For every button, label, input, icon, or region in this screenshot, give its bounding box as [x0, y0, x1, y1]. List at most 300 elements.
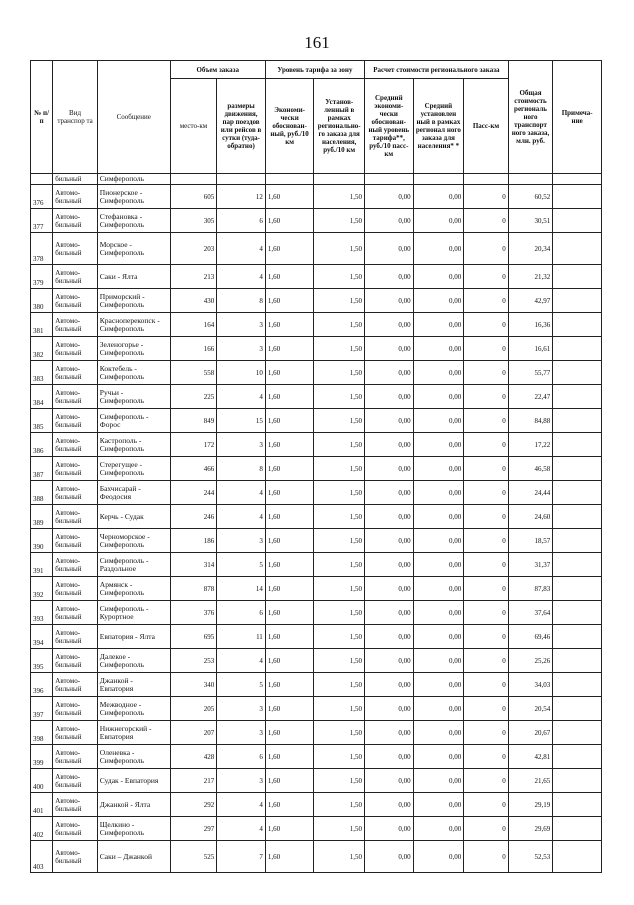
cell-econ-tariff: 1,60	[265, 337, 314, 361]
cell-soob: Далекое - Симферополь	[97, 649, 170, 673]
cell-note	[553, 529, 602, 553]
cell-mesto-km: 558	[170, 361, 217, 385]
cell-vid: Автомо- бильный	[53, 721, 98, 745]
cell-avg-econ: 0,00	[365, 577, 414, 601]
cell-soob: Симферополь	[97, 174, 170, 185]
cell-mesto-km: 466	[170, 457, 217, 481]
cell-soob: Симферополь - Форос	[97, 409, 170, 433]
cell-soob: Оленевка - Симферополь	[97, 745, 170, 769]
cell-avg-set: 0,00	[413, 313, 464, 337]
cell-avg-econ: 0,00	[365, 625, 414, 649]
cell-set-tariff: 1,50	[314, 697, 365, 721]
cell-mesto-km: 225	[170, 385, 217, 409]
cell-num: 385	[31, 409, 53, 433]
cell-set-tariff: 1,50	[314, 601, 365, 625]
header-ustan: Установ- ленный в рамках регионально- го заказа для населения, руб./10 км	[314, 79, 365, 174]
cell-vid: Автомо- бильный	[53, 289, 98, 313]
cell-note	[553, 553, 602, 577]
cell-mesto-km: 246	[170, 505, 217, 529]
table-row	[31, 289, 602, 313]
cell-note	[553, 265, 602, 289]
cell-set-tariff: 1,50	[314, 457, 365, 481]
cell-set-tariff: 1,50	[314, 385, 365, 409]
cell-total: 17,22	[508, 433, 553, 457]
table-row	[31, 553, 602, 577]
cell-vid: Автомо- бильный	[53, 553, 98, 577]
cell-econ-tariff: 1,60	[265, 673, 314, 697]
cell-econ-tariff: 1,60	[265, 697, 314, 721]
cell-vid: Автомо- бильный	[53, 817, 98, 841]
header-vid: Вид транспор та	[53, 61, 98, 174]
cell-set-tariff: 1,50	[314, 553, 365, 577]
cell-econ-tariff: 1,60	[265, 313, 314, 337]
page-number: 161	[304, 33, 330, 52]
cell-set-tariff: 1,50	[314, 337, 365, 361]
cell-soob: Саки – Джанкой	[97, 841, 170, 873]
cell-empty	[170, 174, 217, 185]
cell-econ-tariff: 1,60	[265, 601, 314, 625]
cell-vid: Автомо- бильный	[53, 601, 98, 625]
cell-trips: 5	[217, 673, 266, 697]
cell-pass-km: 0	[464, 385, 509, 409]
cell-vid: бильный	[53, 174, 98, 185]
cell-total: 24,60	[508, 505, 553, 529]
cell-econ-tariff: 1,60	[265, 529, 314, 553]
cell-mesto-km: 292	[170, 793, 217, 817]
cell-num: 398	[31, 721, 53, 745]
cell-avg-econ: 0,00	[365, 601, 414, 625]
table-row	[31, 769, 602, 793]
cell-mesto-km: 376	[170, 601, 217, 625]
cell-pass-km: 0	[464, 577, 509, 601]
cell-total: 52,53	[508, 841, 553, 873]
cell-note	[553, 409, 602, 433]
cell-note	[553, 289, 602, 313]
cell-avg-econ: 0,00	[365, 337, 414, 361]
cell-avg-set: 0,00	[413, 209, 464, 233]
cell-soob: Саки - Ялта	[97, 265, 170, 289]
cell-num: 391	[31, 553, 53, 577]
cell-mesto-km: 205	[170, 697, 217, 721]
cell-vid: Автомо- бильный	[53, 385, 98, 409]
cell-pass-km: 0	[464, 817, 509, 841]
cell-num	[31, 174, 53, 185]
table-row	[31, 841, 602, 873]
cell-avg-set: 0,00	[413, 745, 464, 769]
cell-vid: Автомо- бильный	[53, 313, 98, 337]
cell-trips: 15	[217, 409, 266, 433]
cell-set-tariff: 1,50	[314, 505, 365, 529]
cell-vid: Автомо- бильный	[53, 577, 98, 601]
cell-mesto-km: 253	[170, 649, 217, 673]
cell-set-tariff: 1,50	[314, 793, 365, 817]
cell-vid: Автомо- бильный	[53, 457, 98, 481]
cell-mesto-km: 340	[170, 673, 217, 697]
cell-econ-tariff: 1,60	[265, 385, 314, 409]
table-row	[31, 649, 602, 673]
cell-mesto-km: 314	[170, 553, 217, 577]
cell-trips: 6	[217, 209, 266, 233]
cell-soob: Ручьи - Симферополь	[97, 385, 170, 409]
cell-econ-tariff: 1,60	[265, 817, 314, 841]
cell-avg-econ: 0,00	[365, 361, 414, 385]
cell-num: 396	[31, 673, 53, 697]
cell-vid: Автомо- бильный	[53, 433, 98, 457]
cell-econ-tariff: 1,60	[265, 769, 314, 793]
cell-avg-set: 0,00	[413, 625, 464, 649]
cell-econ-tariff: 1,60	[265, 721, 314, 745]
cell-pass-km: 0	[464, 233, 509, 265]
cell-avg-set: 0,00	[413, 233, 464, 265]
cell-pass-km: 0	[464, 649, 509, 673]
cell-mesto-km: 297	[170, 817, 217, 841]
cell-note	[553, 361, 602, 385]
cell-avg-set: 0,00	[413, 673, 464, 697]
cell-trips: 3	[217, 529, 266, 553]
cell-total: 30,51	[508, 209, 553, 233]
cell-pass-km: 0	[464, 185, 509, 209]
cell-set-tariff: 1,50	[314, 577, 365, 601]
cell-note	[553, 385, 602, 409]
cell-soob: Нижнегорский - Евпатория	[97, 721, 170, 745]
cell-avg-econ: 0,00	[365, 649, 414, 673]
table-header	[31, 61, 602, 174]
table-row	[31, 457, 602, 481]
cell-vid: Автомо- бильный	[53, 481, 98, 505]
cell-soob: Армянск - Симферополь	[97, 577, 170, 601]
cell-num: 389	[31, 505, 53, 529]
cell-note	[553, 721, 602, 745]
continuation-row	[31, 174, 602, 185]
cell-avg-econ: 0,00	[365, 233, 414, 265]
table-row	[31, 361, 602, 385]
cell-set-tariff: 1,50	[314, 745, 365, 769]
cell-trips: 11	[217, 625, 266, 649]
cell-avg-econ: 0,00	[365, 289, 414, 313]
table-row	[31, 505, 602, 529]
cell-trips: 3	[217, 313, 266, 337]
cell-trips: 3	[217, 337, 266, 361]
cell-avg-set: 0,00	[413, 601, 464, 625]
cell-total: 34,03	[508, 673, 553, 697]
table-row	[31, 745, 602, 769]
cell-num: 381	[31, 313, 53, 337]
table-row	[31, 673, 602, 697]
cell-num: 403	[31, 841, 53, 873]
cell-total: 20,34	[508, 233, 553, 265]
cell-num: 394	[31, 625, 53, 649]
table-row	[31, 385, 602, 409]
cell-soob: Симферополь - Курортное	[97, 601, 170, 625]
cell-mesto-km: 695	[170, 625, 217, 649]
cell-vid: Автомо- бильный	[53, 529, 98, 553]
cell-avg-set: 0,00	[413, 697, 464, 721]
cell-avg-econ: 0,00	[365, 841, 414, 873]
cell-num: 379	[31, 265, 53, 289]
header-num: № п/п	[31, 61, 53, 174]
table-row	[31, 265, 602, 289]
cell-avg-set: 0,00	[413, 649, 464, 673]
cell-note	[553, 673, 602, 697]
cell-note	[553, 457, 602, 481]
cell-pass-km: 0	[464, 433, 509, 457]
cell-empty	[265, 174, 314, 185]
cell-trips: 10	[217, 361, 266, 385]
cell-avg-econ: 0,00	[365, 505, 414, 529]
cell-total: 16,61	[508, 337, 553, 361]
cell-empty	[365, 174, 414, 185]
cell-econ-tariff: 1,60	[265, 265, 314, 289]
cell-vid: Автомо- бильный	[53, 841, 98, 873]
cell-note	[553, 817, 602, 841]
cell-mesto-km: 428	[170, 745, 217, 769]
cell-soob: Судак - Евпатория	[97, 769, 170, 793]
cell-note	[553, 433, 602, 457]
table-row	[31, 529, 602, 553]
cell-soob: Коктебель - Симферополь	[97, 361, 170, 385]
cell-econ-tariff: 1,60	[265, 361, 314, 385]
table-row	[31, 233, 602, 265]
cell-trips: 4	[217, 233, 266, 265]
cell-pass-km: 0	[464, 769, 509, 793]
cell-pass-km: 0	[464, 745, 509, 769]
cell-total: 69,46	[508, 625, 553, 649]
cell-avg-set: 0,00	[413, 529, 464, 553]
cell-set-tariff: 1,50	[314, 673, 365, 697]
cell-econ-tariff: 1,60	[265, 841, 314, 873]
cell-set-tariff: 1,50	[314, 529, 365, 553]
cell-avg-set: 0,00	[413, 721, 464, 745]
cell-soob: Джанкой - Ялта	[97, 793, 170, 817]
cell-econ-tariff: 1,60	[265, 409, 314, 433]
cell-avg-set: 0,00	[413, 793, 464, 817]
header-uroven: Уровень тарифа за зону	[265, 61, 364, 79]
cell-soob: Межводное - Симферополь	[97, 697, 170, 721]
cell-trips: 3	[217, 697, 266, 721]
cell-total: 29,69	[508, 817, 553, 841]
cell-vid: Автомо- бильный	[53, 649, 98, 673]
cell-note	[553, 185, 602, 209]
cell-pass-km: 0	[464, 625, 509, 649]
cell-pass-km: 0	[464, 209, 509, 233]
cell-trips: 14	[217, 577, 266, 601]
cell-empty	[314, 174, 365, 185]
cell-trips: 3	[217, 721, 266, 745]
cell-total: 29,19	[508, 793, 553, 817]
table-body	[31, 174, 602, 873]
cell-econ-tariff: 1,60	[265, 209, 314, 233]
cell-mesto-km: 186	[170, 529, 217, 553]
cell-note	[553, 625, 602, 649]
cell-avg-set: 0,00	[413, 841, 464, 873]
cell-num: 376	[31, 185, 53, 209]
cell-set-tariff: 1,50	[314, 817, 365, 841]
cell-trips: 3	[217, 433, 266, 457]
cell-set-tariff: 1,50	[314, 433, 365, 457]
cell-avg-set: 0,00	[413, 265, 464, 289]
cell-avg-set: 0,00	[413, 385, 464, 409]
cell-pass-km: 0	[464, 553, 509, 577]
cell-soob: Пионерское - Симферополь	[97, 185, 170, 209]
header-mesto: место-км	[170, 79, 217, 174]
cell-total: 25,26	[508, 649, 553, 673]
cell-vid: Автомо- бильный	[53, 625, 98, 649]
cell-note	[553, 313, 602, 337]
cell-econ-tariff: 1,60	[265, 457, 314, 481]
cell-soob: Зеленогорье - Симферополь	[97, 337, 170, 361]
cell-trips: 7	[217, 841, 266, 873]
cell-soob: Симферополь - Раздольное	[97, 553, 170, 577]
cell-vid: Автомо- бильный	[53, 185, 98, 209]
cell-note	[553, 505, 602, 529]
cell-num: 387	[31, 457, 53, 481]
cell-total: 21,32	[508, 265, 553, 289]
table-row	[31, 481, 602, 505]
cell-econ-tariff: 1,60	[265, 505, 314, 529]
header-pass: Пасс-км	[464, 79, 509, 174]
cell-trips: 8	[217, 289, 266, 313]
cell-total: 20,67	[508, 721, 553, 745]
cell-avg-set: 0,00	[413, 481, 464, 505]
cell-econ-tariff: 1,60	[265, 745, 314, 769]
cell-set-tariff: 1,50	[314, 361, 365, 385]
cell-set-tariff: 1,50	[314, 233, 365, 265]
cell-total: 42,81	[508, 745, 553, 769]
cell-econ-tariff: 1,60	[265, 553, 314, 577]
cell-mesto-km: 172	[170, 433, 217, 457]
cell-soob: Щелкино - Симферополь	[97, 817, 170, 841]
cell-avg-set: 0,00	[413, 433, 464, 457]
cell-soob: Кастрополь - Симферополь	[97, 433, 170, 457]
cell-avg-econ: 0,00	[365, 745, 414, 769]
cell-num: 388	[31, 481, 53, 505]
cell-total: 55,77	[508, 361, 553, 385]
cell-trips: 12	[217, 185, 266, 209]
cell-soob: Бахчисарай - Феодосия	[97, 481, 170, 505]
cell-avg-econ: 0,00	[365, 721, 414, 745]
cell-vid: Автомо- бильный	[53, 697, 98, 721]
header-econ: Экономи- чески обоснован- ный, руб./10 км	[265, 79, 314, 174]
table-row	[31, 601, 602, 625]
cell-econ-tariff: 1,60	[265, 481, 314, 505]
cell-avg-econ: 0,00	[365, 313, 414, 337]
cell-avg-set: 0,00	[413, 553, 464, 577]
cell-avg-set: 0,00	[413, 337, 464, 361]
cell-set-tariff: 1,50	[314, 625, 365, 649]
cell-note	[553, 697, 602, 721]
cell-mesto-km: 203	[170, 233, 217, 265]
header-sred-econ: Средний экономи- чески обоснован- ный уровень тарифа**, руб./10 пасс-км	[365, 79, 414, 174]
cell-total: 42,97	[508, 289, 553, 313]
cell-total: 21,65	[508, 769, 553, 793]
cell-avg-set: 0,00	[413, 577, 464, 601]
cell-set-tariff: 1,50	[314, 409, 365, 433]
cell-empty	[217, 174, 266, 185]
table-row	[31, 185, 602, 209]
cell-vid: Автомо- бильный	[53, 265, 98, 289]
cell-num: 378	[31, 233, 53, 265]
cell-num: 399	[31, 745, 53, 769]
cell-empty	[508, 174, 553, 185]
cell-set-tariff: 1,50	[314, 649, 365, 673]
cell-num: 402	[31, 817, 53, 841]
cell-num: 395	[31, 649, 53, 673]
cell-trips: 5	[217, 553, 266, 577]
cell-trips: 6	[217, 601, 266, 625]
cell-vid: Автомо- бильный	[53, 745, 98, 769]
cell-empty	[553, 174, 602, 185]
cell-note	[553, 649, 602, 673]
cell-avg-set: 0,00	[413, 505, 464, 529]
cell-total: 46,58	[508, 457, 553, 481]
cell-total: 37,64	[508, 601, 553, 625]
table-row	[31, 337, 602, 361]
cell-total: 16,36	[508, 313, 553, 337]
cell-vid: Автомо- бильный	[53, 769, 98, 793]
cell-mesto-km: 525	[170, 841, 217, 873]
cell-trips: 4	[217, 817, 266, 841]
cell-vid: Автомо- бильный	[53, 361, 98, 385]
cell-avg-econ: 0,00	[365, 529, 414, 553]
cell-soob: Морское - Симферополь	[97, 233, 170, 265]
cell-empty	[413, 174, 464, 185]
header-soob: Сообщение	[97, 61, 170, 174]
header-prim: Примеча- ние	[553, 61, 602, 174]
cell-avg-set: 0,00	[413, 361, 464, 385]
cell-pass-km: 0	[464, 313, 509, 337]
cell-econ-tariff: 1,60	[265, 625, 314, 649]
cell-pass-km: 0	[464, 481, 509, 505]
cell-set-tariff: 1,50	[314, 185, 365, 209]
cell-set-tariff: 1,50	[314, 289, 365, 313]
cell-mesto-km: 878	[170, 577, 217, 601]
cell-avg-set: 0,00	[413, 457, 464, 481]
cell-total: 22,47	[508, 385, 553, 409]
cell-pass-km: 0	[464, 505, 509, 529]
cell-total: 84,88	[508, 409, 553, 433]
cell-trips: 4	[217, 385, 266, 409]
cell-set-tariff: 1,50	[314, 481, 365, 505]
cell-total: 20,54	[508, 697, 553, 721]
cell-avg-econ: 0,00	[365, 433, 414, 457]
cell-total: 24,44	[508, 481, 553, 505]
cell-total: 18,57	[508, 529, 553, 553]
cell-econ-tariff: 1,60	[265, 289, 314, 313]
cell-vid: Автомо- бильный	[53, 505, 98, 529]
cell-trips: 4	[217, 649, 266, 673]
cell-trips: 8	[217, 457, 266, 481]
cell-avg-econ: 0,00	[365, 185, 414, 209]
table-row	[31, 313, 602, 337]
cell-pass-km: 0	[464, 841, 509, 873]
cell-empty	[464, 174, 509, 185]
table-row	[31, 209, 602, 233]
table-row	[31, 433, 602, 457]
cell-econ-tariff: 1,60	[265, 185, 314, 209]
cell-vid: Автомо- бильный	[53, 409, 98, 433]
cell-soob: Черноморское - Симферополь	[97, 529, 170, 553]
cell-avg-set: 0,00	[413, 185, 464, 209]
cell-num: 400	[31, 769, 53, 793]
cell-vid: Автомо- бильный	[53, 233, 98, 265]
cell-note	[553, 841, 602, 873]
cell-trips: 6	[217, 745, 266, 769]
cell-vid: Автомо- бильный	[53, 209, 98, 233]
table-row	[31, 625, 602, 649]
cell-avg-econ: 0,00	[365, 481, 414, 505]
cell-avg-econ: 0,00	[365, 697, 414, 721]
cell-econ-tariff: 1,60	[265, 233, 314, 265]
